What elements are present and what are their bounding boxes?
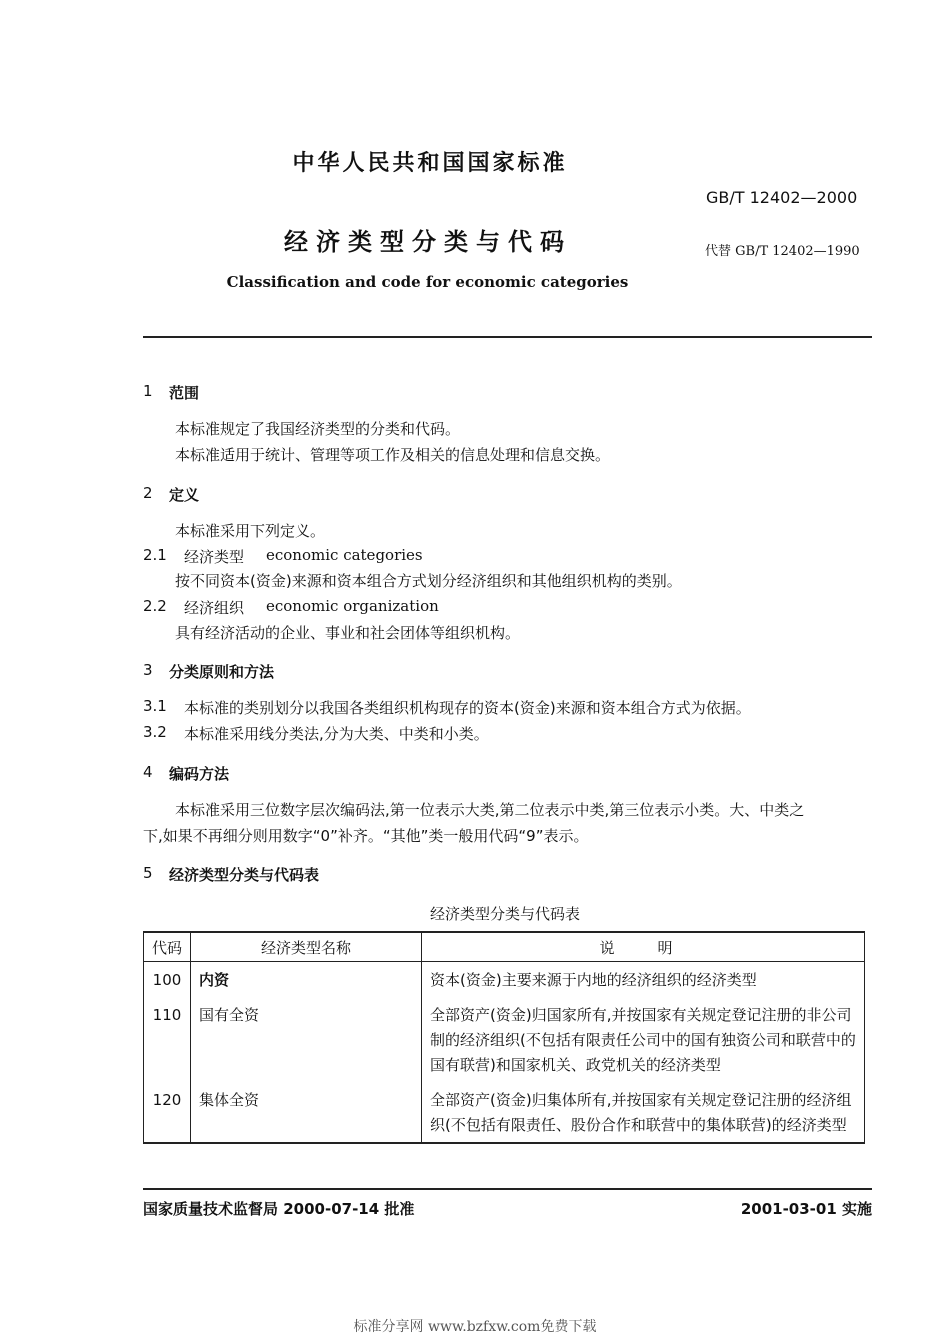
row-name: 内资 [191,962,422,998]
clause-number: 2.2 [143,597,167,615]
section-number: 2 [143,484,153,502]
row-description: 资本(资金)主要来源于内地的经济组织的经济类型 [422,962,865,998]
header-description: 说 明 [422,932,865,962]
table-row [144,1082,865,1143]
clause-number: 3.2 [143,723,167,741]
section-title: 编码方法 [169,765,230,783]
paragraph-line: 本标准采用三位数字层次编码法,第一位表示大类,第二位表示中类,第三位表示小类。大、中类之 [175,801,805,819]
row-code: 110 [144,997,191,1082]
row-name: 集体全资 [191,1082,422,1143]
english-title: Classification and code for economic categories [226,273,629,291]
replaces-note: 代替 GB/T 12402—1990 [705,244,860,259]
definition-text: 按不同资本(资金)来源和资本组合方式划分经济组织和其他组织机构的类别。 [175,572,682,590]
paragraph-line: 下,如果不再细分则用数字“0”补齐。“其他”类一般用代码“9”表示。 [143,827,589,845]
clause-number: 3.1 [143,697,167,715]
clause-number: 2.1 [143,546,167,564]
paragraph: 本标准规定了我国经济类型的分类和代码。 [175,420,461,438]
approval-note: 国家质量技术监督局 2000-07-14 批准 [143,1200,415,1218]
table-header-row [144,932,865,962]
header-code: 代码 [144,932,191,962]
table-row [144,962,865,998]
definition-term: 经济组织 [184,599,245,617]
row-description: 全部资产(资金)归国家所有,并按国家有关规定登记注册的非公司制的经济组织(不包括有限责任公司中的国有独资公司和联营中的国有联营)和国家机关、政党机关的经济类型 [422,997,865,1082]
national-standard-heading: 中华人民共和国国家标准 [292,151,568,176]
clause-text: 本标准采用线分类法,分为大类、中类和小类。 [184,725,489,743]
watermark: 标准分享网 www.bzfxw.com免费下载 [353,1319,597,1335]
document-title: 经济类型分类与代码 [284,228,572,256]
definition-text: 具有经济活动的企业、事业和社会团体等组织机构。 [175,624,521,642]
table-caption: 经济类型分类与代码表 [429,905,580,923]
section-number: 1 [143,382,153,400]
section-title: 经济类型分类与代码表 [169,866,320,884]
header-divider [143,336,872,338]
footer-divider [143,1188,872,1190]
paragraph: 本标准采用下列定义。 [175,522,326,540]
row-description: 全部资产(资金)归集体所有,并按国家有关规定登记注册的经济组织(不包括有限责任、股份合作和联营中的集体联营)的经济类型 [422,1082,865,1143]
section-number: 5 [143,864,153,882]
definition-term-english: economic organization [266,597,439,615]
row-code: 100 [144,962,191,998]
effective-date: 2001-03-01 实施 [740,1200,872,1218]
standard-number: GB/T 12402—2000 [706,188,858,207]
table-row [144,997,865,1082]
row-name: 国有全资 [191,997,422,1082]
section-title: 定义 [169,486,200,504]
section-number: 3 [143,661,153,679]
definition-term: 经济类型 [184,548,245,566]
clause-text: 本标准的类别划分以我国各类组织机构现存的资本(资金)来源和资本组合方式为依据。 [184,699,751,717]
section-number: 4 [143,763,153,781]
section-title: 范围 [169,384,200,402]
paragraph: 本标准适用于统计、管理等项工作及相关的信息处理和信息交换。 [175,446,611,464]
header-name: 经济类型名称 [191,932,422,962]
definition-term-english: economic categories [266,546,423,564]
row-code: 120 [144,1082,191,1143]
economic-category-table [143,931,865,1144]
section-title: 分类原则和方法 [169,663,275,681]
